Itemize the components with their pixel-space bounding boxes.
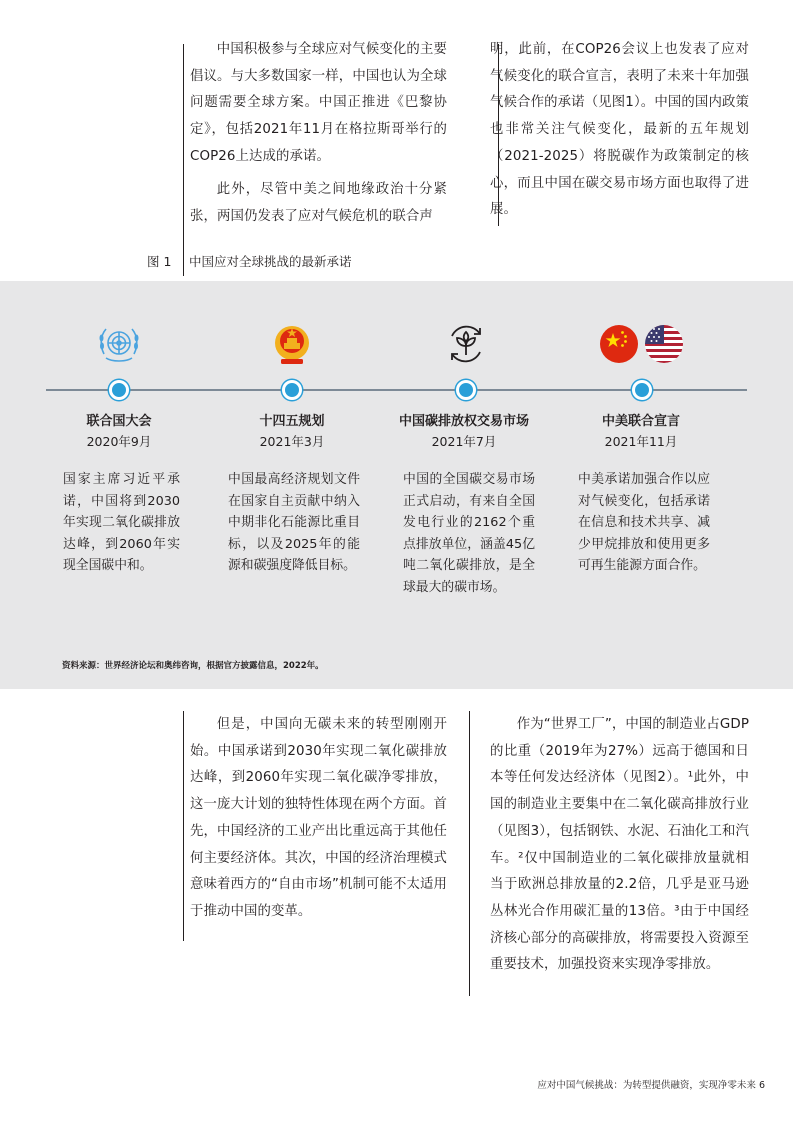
china-national-emblem-icon — [272, 322, 312, 366]
column-rule-top-left — [183, 44, 184, 276]
milestone-title: 联合国大会 — [86, 414, 152, 429]
china-flag-icon — [599, 324, 639, 364]
timeline-node-1 — [109, 380, 129, 400]
milestone-title: 十四五规划 — [259, 414, 325, 429]
figure-source: 资料来源：世界经济论坛和奥纬咨询，根据官方披露信息，2022年。 — [62, 661, 324, 671]
milestone-date: 2020年9月 — [86, 434, 152, 449]
footer-title: 应对中国气候挑战：为转型提供融资，实现净零未来 — [537, 1080, 756, 1091]
figure-title: 中国应对全球挑战的最新承诺 — [189, 254, 352, 269]
carbon-trading-leaf-icon — [444, 322, 488, 366]
milestone-description: 中国的全国碳交易市场正式启动，有来自全国发电行业的2162个重点排放单位，涵盖45亿吨二氧化碳排放，是全球最大的碳市场。 — [403, 472, 535, 595]
milestone-description: 国家主席习近平承诺，中国将到2030年实现二氧化碳排放达峰，到2060年实现全国碳中和。 — [63, 472, 180, 574]
bottom-left-paragraph: 但是，中国向无碳未来的转型刚刚开始。中国承诺到2030年实现二氧化碳排放达峰，到2060年实现二氧化碳净零排放，这一庞大计划的独特性体现在两个方面。首先，中国经济的工业产出比重远高于其他任何主要经济体。其次，中国的经济治理模式意味着西方的“自由市场”机制可能不太适用于推动中国的变革。 — [190, 717, 447, 919]
timeline-node-3 — [456, 380, 476, 400]
un-emblem-icon — [96, 324, 142, 366]
top-right-paragraph: 明，此前，在COP26会议上也发表了应对气候变化的联合宣言，表明了未来十年加强气候合作的承诺（见图1）。中国的国内政策也非常关注气候变化，最新的五年规划（2021-2025）将脱碳作为政策制定的核心，而且中国在碳交易市场方面也取得了进展。 — [490, 42, 749, 218]
milestone-date: 2021年7月 — [431, 434, 497, 449]
milestone-description: 中美承诺加强合作以应对气候变化，包括承诺在信息和技术共享、减少甲烷排放和使用更多可再生能源方面合作。 — [578, 472, 710, 574]
figure-number: 图 1 — [147, 254, 172, 269]
timeline-node-4 — [632, 380, 652, 400]
milestone-description: 中国最高经济规划文件在国家自主贡献中纳入中期非化石能源比重目标，以及2025年的能源和碳强度降低目标。 — [228, 472, 360, 574]
page-footer — [537, 1077, 765, 1091]
column-rule-bottom-left — [183, 711, 184, 941]
bottom-right-paragraph: 作为“世界工厂”，中国的制造业占GDP的比重（2019年为27%）远高于德国和日本等任何发达经济体（见图2）。¹此外，中国的制造业主要集中在二氧化碳高排放行业（见图3），包括钢铁、水泥、石油化工和汽车。²仅中国制造业的二氧化碳排放量就相当于欧洲总排放量的2.2倍，几乎是亚马逊丛林光合作用碳汇量的13倍。³由于中国经济核心部分的高碳排放，将需要投入资源至重要技术，加强投资来实现净零排放。 — [490, 717, 749, 973]
top-left-paragraph-1: 中国积极参与全球应对气候变化的主要倡议。与大多数国家一样，中国也认为全球问题需要全球方案。中国正推进《巴黎协定》，包括2021年11月在格拉斯哥举行的COP26上达成的承诺。 — [190, 42, 447, 164]
milestone-date: 2021年11月 — [604, 434, 678, 449]
milestone-title: 中国碳排放权交易市场 — [398, 414, 529, 429]
milestone-date: 2021年3月 — [259, 434, 325, 449]
top-left-paragraph-2: 此外，尽管中美之间地缘政治十分紧张，两国仍发表了应对气候危机的联合声 — [190, 182, 447, 224]
timeline-node-2 — [282, 380, 302, 400]
page-number: 6 — [758, 1080, 765, 1091]
us-flag-icon — [644, 324, 684, 364]
column-rule-bottom-right — [469, 711, 470, 996]
milestone-title: 中美联合宣言 — [601, 414, 680, 429]
